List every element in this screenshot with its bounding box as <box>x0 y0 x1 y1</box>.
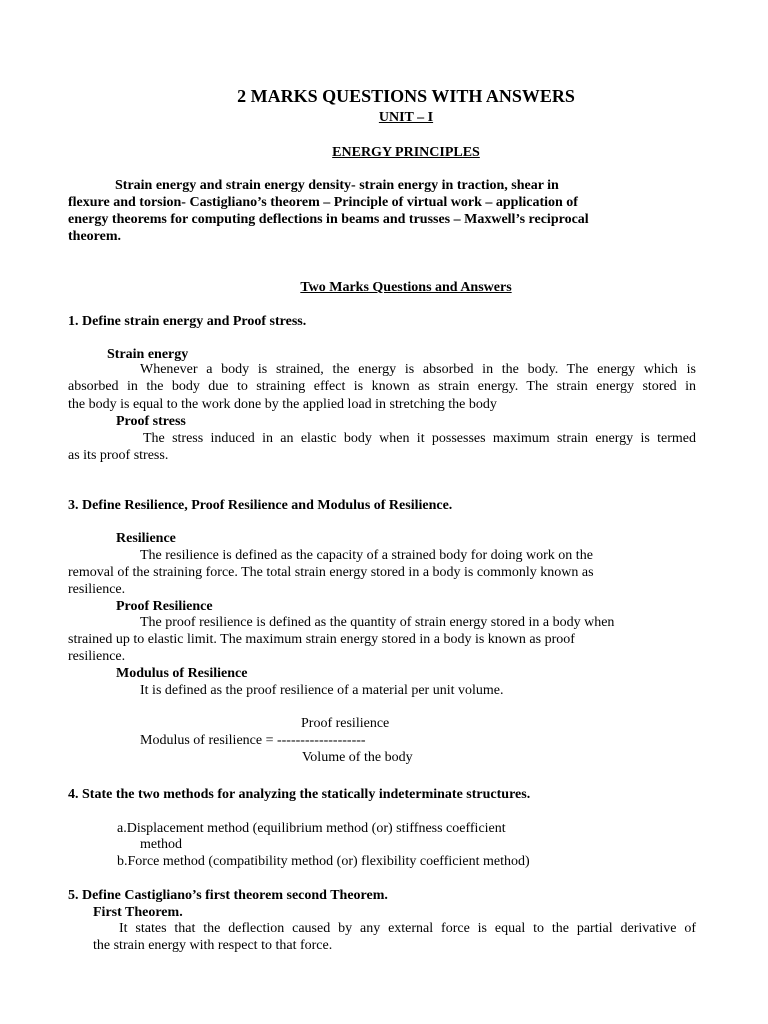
syllabus-line-1: Strain energy and strain energy density- strain energy in traction, shear in <box>115 178 559 193</box>
strain-energy-heading: Strain energy <box>107 347 189 362</box>
strain-energy-line-1: Whenever a body is strained, the energy is absorbed in the body. The energy which is <box>140 362 696 377</box>
modulus-definition-line: It is defined as the proof resilience of a material per unit volume. <box>140 683 504 698</box>
first-theorem-heading: First Theorem. <box>93 905 183 920</box>
syllabus-line-2: flexure and torsion- Castigliano’s theorem – Principle of virtual work – application of <box>68 195 578 210</box>
resilience-line-3: resilience. <box>68 582 126 597</box>
proof-resilience-line-3: resilience. <box>68 649 126 664</box>
question-3: 3. Define Resilience, Proof Resilience and Modulus of Resilience. <box>68 498 453 513</box>
document-title: 2 MARKS QUESTIONS WITH ANSWERS <box>237 86 575 106</box>
proof-stress-heading: Proof stress <box>116 414 186 429</box>
proof-resilience-line-2: strained up to elastic limit. The maximum strain energy stored in a body is known as proof <box>68 632 575 647</box>
modulus-of-resilience-heading: Modulus of Resilience <box>116 666 248 681</box>
syllabus-line-4: theorem. <box>68 229 121 244</box>
formula-denominator: Volume of the body <box>302 750 413 765</box>
formula-numerator: Proof resilience <box>301 716 390 731</box>
topic-heading: ENERGY PRINCIPLES <box>332 145 480 160</box>
strain-energy-line-3: the body is equal to the work done by the applied load in stretching the body <box>68 397 497 412</box>
question-4: 4. State the two methods for analyzing the statically indeterminate structures. <box>68 787 531 802</box>
unit-heading: UNIT – I <box>378 110 434 125</box>
first-theorem-line-1: It states that the deflection caused by any external force is equal to the partial derivative of <box>119 921 696 936</box>
question-5: 5. Define Castigliano’s first theorem second Theorem. <box>68 888 388 903</box>
method-a-line-1: a.Displacement method (equilibrium method (or) stiffness coefficient <box>117 821 506 836</box>
resilience-line-1: The resilience is defined as the capacity of a strained body for doing work on the <box>140 548 593 563</box>
strain-energy-line-2: absorbed in the body due to straining effect is known as strain energy. The strain energy stored in <box>68 379 696 394</box>
question-1: 1. Define strain energy and Proof stress. <box>68 314 307 329</box>
resilience-line-2: removal of the straining force. The total strain energy stored in a body is commonly known as <box>68 565 594 580</box>
proof-stress-line-1: The stress induced in an elastic body when it possesses maximum strain energy is termed <box>143 431 696 446</box>
method-a-line-2: method <box>140 837 182 852</box>
proof-resilience-line-1: The proof resilience is defined as the quantity of strain energy stored in a body when <box>140 615 615 630</box>
method-b-line: b.Force method (compatibility method (or) flexibility coefficient method) <box>117 854 530 869</box>
formula-lhs: Modulus of resilience = ------------------- <box>140 733 366 748</box>
proof-stress-line-2: as its proof stress. <box>68 448 169 463</box>
syllabus-line-3: energy theorems for computing deflections in beams and trusses – Maxwell’s reciprocal <box>68 212 589 227</box>
proof-resilience-heading: Proof Resilience <box>116 599 213 614</box>
resilience-heading: Resilience <box>116 531 176 546</box>
first-theorem-line-2: the strain energy with respect to that force. <box>93 938 333 953</box>
section-heading: Two Marks Questions and Answers <box>300 280 512 295</box>
